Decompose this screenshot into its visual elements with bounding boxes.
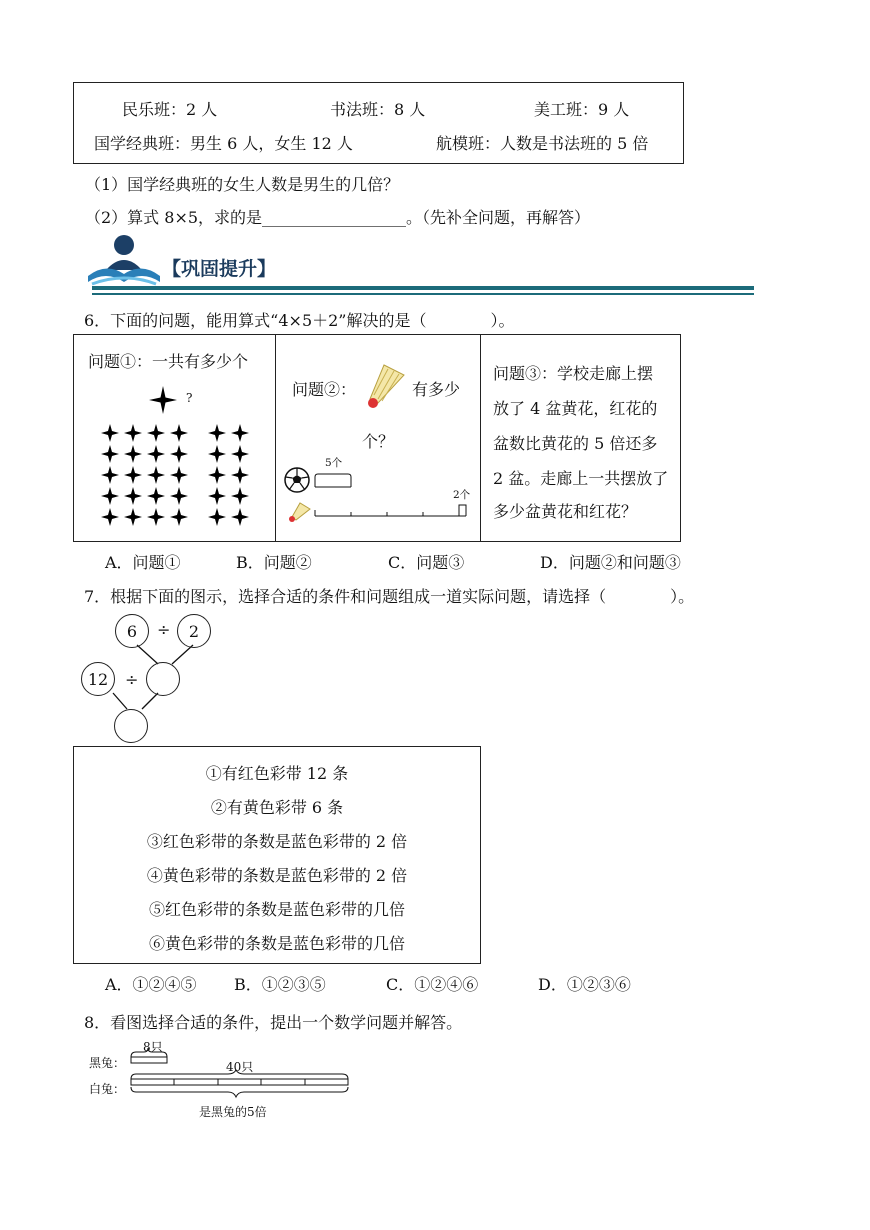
q6-cell2-label-5: 5个 xyxy=(325,457,343,469)
q7-option-b[interactable]: B．①②③⑤ xyxy=(234,975,326,994)
info-hangmo: 航模班：人数是书法班的 5 倍 xyxy=(436,134,649,153)
star-icon xyxy=(124,508,142,526)
q6-option-b[interactable]: B．问题② xyxy=(236,553,312,572)
q7-condition-6: ⑥黄色彩带的条数是蓝色彩带的几倍 xyxy=(148,934,405,953)
tree-op-1: ÷ xyxy=(157,620,171,639)
q6-cell3-line4: 2 盆。走廊上一共摆放了 xyxy=(493,469,669,488)
banner-rule xyxy=(92,286,754,290)
q7-condition-1: ①有红色彩带 12 条 xyxy=(205,764,349,783)
section-banner xyxy=(84,232,754,298)
star-icon xyxy=(170,466,188,484)
star-icon xyxy=(101,466,119,484)
info-minyue: 民乐班：2 人 xyxy=(122,100,218,119)
q6-cell2-line2: 个？ xyxy=(362,432,395,451)
tree-node-6: 6 xyxy=(115,614,149,648)
q8-bottom-label: 是黑兔的5倍 xyxy=(199,1105,267,1119)
star-icon xyxy=(147,445,165,463)
q8-stem: 8．看图选择合适的条件，提出一个数学问题并解答。 xyxy=(84,1013,463,1032)
reader-logo-icon xyxy=(84,232,164,288)
q6-option-a[interactable]: A．问题① xyxy=(105,553,181,572)
q6-cell2-label-2: 2个 xyxy=(453,489,471,501)
star-icon xyxy=(231,445,249,463)
q8-top-label: 8只 xyxy=(143,1040,163,1054)
q5-sub-1: （1）国学经典班的女生人数是男生的几倍？ xyxy=(85,175,400,194)
q7-conditions-box xyxy=(73,746,481,964)
q7-condition-3: ③红色彩带的条数是蓝色彩带的 2 倍 xyxy=(146,832,408,851)
info-box xyxy=(73,82,684,164)
q7-option-c[interactable]: C．①②④⑥ xyxy=(386,975,479,994)
q7-condition-2: ②有黄色彩带 6 条 xyxy=(210,798,344,817)
star-icon xyxy=(231,424,249,442)
star-icon xyxy=(208,508,226,526)
star-icon xyxy=(124,445,142,463)
q7-option-a[interactable]: A．①②④⑤ xyxy=(105,975,197,994)
q8-label-black: 黑兔： xyxy=(89,1056,126,1070)
star-icon xyxy=(147,466,165,484)
q5-sub-2: （2）算式 8×5，求的是__________________。（先补全问题，再解答） xyxy=(85,208,591,227)
star-icon xyxy=(208,466,226,484)
q6-cell-1 xyxy=(74,335,276,541)
star-grid-icon xyxy=(100,423,290,533)
tree-node-blank-mid[interactable] xyxy=(146,662,180,696)
q6-cell3-line5: 多少盆黄花和红花？ xyxy=(493,502,638,521)
star-icon xyxy=(170,508,188,526)
star-icon xyxy=(147,508,165,526)
q8-label-white: 白兔： xyxy=(89,1082,126,1096)
star-icon xyxy=(170,424,188,442)
star-icon xyxy=(101,508,119,526)
q7-option-d[interactable]: D．①②③⑥ xyxy=(538,975,631,994)
q8-mid-label: 40只 xyxy=(226,1060,254,1074)
info-guoxue: 国学经典班：男生 6 人，女生 12 人 xyxy=(94,134,353,153)
q6-cell3-line1: 问题③：学校走廊上摆 xyxy=(493,364,654,383)
tree-node-12: 12 xyxy=(81,662,115,696)
shuttlecock-small-icon xyxy=(286,501,312,523)
star-icon xyxy=(208,445,226,463)
star-icon xyxy=(208,487,226,505)
q7-condition-4: ④黄色彩带的条数是蓝色彩带的 2 倍 xyxy=(146,866,408,885)
star-single-icon xyxy=(148,385,188,415)
star-icon xyxy=(231,466,249,484)
rabbit-bar-diagram xyxy=(124,1046,364,1110)
star-icon xyxy=(147,487,165,505)
star-icon xyxy=(124,487,142,505)
shuttlecock-icon xyxy=(364,361,406,409)
q6-cell1-title: 问题①：一共有多少个 xyxy=(88,352,249,371)
star-icon xyxy=(208,424,226,442)
q6-cell3-line3: 盆数比黄花的 5 倍还多 xyxy=(493,434,658,453)
star-icon xyxy=(101,445,119,463)
section-title: 【巩固提升】 xyxy=(162,258,277,280)
q6-cell2-title: 问题②： xyxy=(292,380,357,399)
shuttlecock-bar xyxy=(314,501,474,523)
star-icon xyxy=(231,508,249,526)
star-icon xyxy=(231,487,249,505)
q6-cell2-tail: 有多少 xyxy=(412,380,461,399)
star-icon xyxy=(124,466,142,484)
info-shufa: 书法班：8 人 xyxy=(330,100,426,119)
soccer-bar xyxy=(314,473,354,489)
star-icon xyxy=(101,487,119,505)
q6-option-d[interactable]: D．问题②和问题③ xyxy=(540,553,681,572)
star-icon xyxy=(170,445,188,463)
tree-op-2: ÷ xyxy=(125,670,139,689)
soccer-ball-icon xyxy=(284,467,310,493)
star-icon xyxy=(147,424,165,442)
star-icon xyxy=(170,487,188,505)
star-icon xyxy=(124,424,142,442)
q6-cell-2 xyxy=(276,335,481,541)
q6-cell-3 xyxy=(481,335,680,541)
q6-stem: 6．下面的问题，能用算式“4×5＋2”解决的是（ ）。 xyxy=(84,311,515,330)
q6-cell3-line2: 放了 4 盆黄花，红花的 xyxy=(493,399,658,418)
q6-option-c[interactable]: C．问题③ xyxy=(388,553,465,572)
banner-rule-thin xyxy=(92,293,754,295)
info-meigong: 美工班：9 人 xyxy=(534,100,630,119)
q7-condition-5: ⑤红色彩带的条数是蓝色彩带的几倍 xyxy=(148,900,405,919)
q6-cell1-question-mark: ? xyxy=(186,391,193,405)
tree-node-blank-bottom[interactable] xyxy=(114,709,148,743)
star-icon xyxy=(101,424,119,442)
tree-node-2: 2 xyxy=(177,614,211,648)
q6-table xyxy=(73,334,681,542)
q7-stem: 7．根据下面的图示，选择合适的条件和问题组成一道实际问题，请选择（ ）。 xyxy=(84,587,695,606)
